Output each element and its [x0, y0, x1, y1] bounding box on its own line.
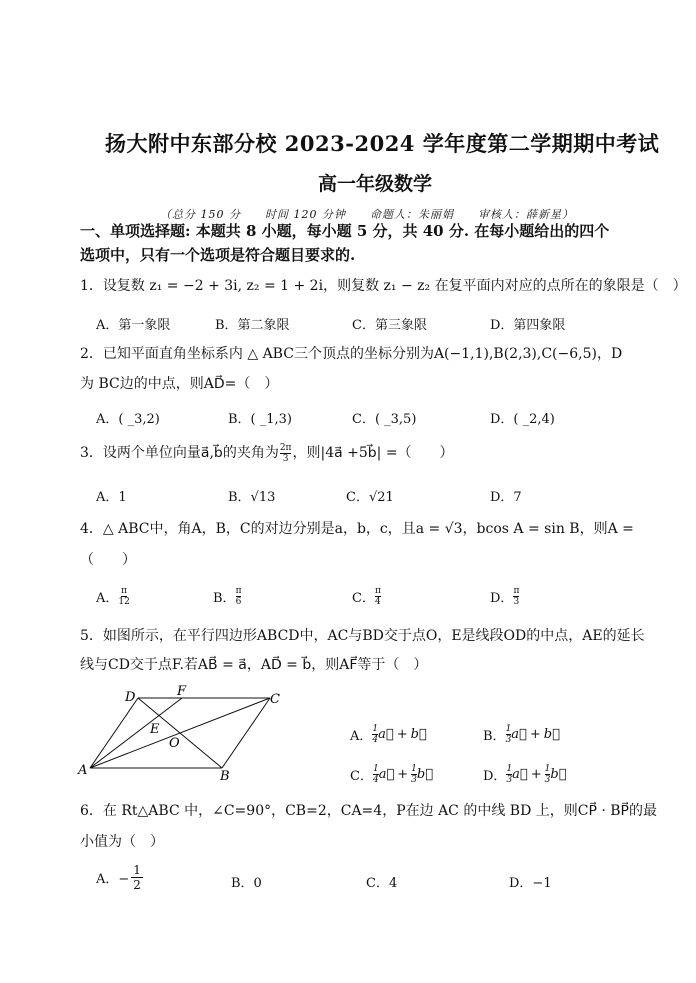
q4-option-a [96, 586, 130, 607]
q5-d-den1: 3 [506, 775, 513, 785]
q1-option-a: A．第一象限 [96, 318, 171, 333]
q5-a-num: 1 [372, 724, 379, 734]
q6-a-den: 2 [133, 878, 141, 892]
q1-option-d: D．第四象限 [490, 318, 566, 333]
q4-option-a-fraction [118, 586, 129, 607]
q3-option-b: B．√13 [228, 490, 276, 505]
q4-option-a-label: A． [96, 591, 119, 606]
question-5-stem-line2: 线与CD交于点F.若AB⃗ = a⃗，AD⃗ = b⃗，则AF⃗等于（ ） [80, 657, 428, 673]
q5-b-label: B． [483, 729, 506, 744]
q4-a-den: 12 [118, 597, 130, 607]
q5-d-den2: 3 [544, 775, 551, 785]
q4-c-den: 4 [375, 597, 381, 607]
section-heading-line2: 选项中，只有一个选项是符合题目要求的. [80, 246, 356, 264]
q3-option-a: A．1 [96, 490, 127, 505]
q6-option-b: B．0 [231, 876, 262, 891]
q3-frac-den: 3 [282, 453, 289, 464]
q5-b-v1: a⃗ [511, 727, 527, 742]
exam-subtitle: 高一年级数学 [318, 173, 433, 195]
question-2-stem-line2: 为 BC边的中点，则AD⃗=（ ） [80, 376, 279, 392]
q2-option-c: C．( _3,5) [352, 412, 417, 427]
q4-option-d [490, 586, 519, 607]
q5-c-label: C． [350, 769, 373, 784]
q6-option-d: D．−1 [509, 876, 552, 891]
label-f: F [177, 684, 187, 699]
q3-fraction [280, 443, 292, 464]
segment-af [90, 698, 182, 768]
q5-b-plus: + [529, 727, 541, 742]
q1-option-c: C．第三象限 [352, 318, 427, 333]
q5-b-den: 3 [505, 735, 512, 745]
q6-a-label: A．− [96, 872, 130, 887]
q4-d-den: 3 [513, 597, 520, 607]
q5-a-plus: + [396, 727, 408, 742]
q3-option-c: C．√21 [346, 490, 394, 505]
q5-d-v2: b⃗ [550, 767, 567, 782]
question-6-stem-line2: 小值为（ ） [80, 834, 164, 850]
q4-option-b-label: B． [213, 591, 236, 606]
question-5-stem-line1: 5．如图所示，在平行四边形ABCD中，AC与BD交于点O，E是线段OD的中点，AE的延长 [80, 628, 645, 644]
q5-d-num2: 1 [544, 764, 551, 774]
q1-option-b: B．第二象限 [215, 318, 290, 333]
q5-c-plus: + [397, 767, 409, 782]
label-d: D [125, 690, 136, 705]
q4-option-b-fraction [236, 586, 242, 607]
label-o: O [169, 736, 180, 751]
q4-b-den: 6 [235, 597, 242, 607]
q4-option-b [213, 586, 241, 607]
q6-a-frac [131, 863, 143, 892]
q2-option-d: D．( _2,4) [490, 412, 555, 427]
q5-option-d [483, 764, 567, 785]
q3-stem-b: ，则|4a⃗ +5b⃗| =（ ） [292, 445, 454, 461]
q4-a-num: π [121, 586, 128, 596]
q5-c-v2: b⃗ [416, 767, 434, 782]
q5-b-v2: b⃗ [543, 727, 560, 742]
question-3-stem [80, 442, 454, 464]
q5-a-den: 4 [372, 735, 379, 745]
q5-d-num1: 1 [506, 764, 513, 774]
q3-frac-num: 2π [279, 442, 292, 453]
q2-option-a: A．( _3,2) [96, 412, 160, 427]
label-e: E [150, 722, 160, 737]
label-c: C [270, 692, 280, 707]
q4-option-d-fraction [513, 586, 519, 607]
question-4-stem-line2: （ ） [80, 552, 136, 568]
label-b: B [220, 769, 230, 784]
q5-b-num: 1 [505, 724, 512, 734]
q5-c-den1: 4 [372, 775, 379, 785]
q5-c-num1: 1 [372, 764, 379, 774]
edge-bc [222, 698, 270, 768]
q5-d-plus: + [530, 767, 542, 782]
q4-d-num: π [513, 586, 520, 596]
exam-title: 扬大附中东部分校 2023-2024 学年度第二学期期中考试 [105, 131, 660, 156]
section-heading-line1: 一、单项选择题: 本题共 8 小题，每小题 5 分，共 40 分. 在每小题给出的四个 [80, 222, 610, 240]
q6-a-num: 1 [133, 863, 141, 877]
q5-d-v1: a⃗ [512, 767, 528, 782]
q5-option-a [350, 724, 427, 745]
q5-option-b [483, 724, 560, 745]
q2-option-b: B．( _1,3) [228, 412, 293, 427]
q6-option-c: C．4 [366, 876, 398, 891]
q5-a-v1: a⃗ [378, 727, 394, 742]
question-1-stem: 1．设复数 z₁ = −2 + 3i, z₂ = 1 + 2i，则复数 z₁ − z₂ 在复平面内对应的点所在的象限是（ ） [80, 278, 687, 294]
q5-c-v1: a⃗ [378, 767, 395, 782]
question-6-stem-line1: 6．在 Rt△ABC 中，∠C=90°，CB=2，CA=4，P在边 AC 的中线 BD 上，则CP⃗ · BP⃗的最 [80, 803, 657, 819]
question-2-stem-line1: 2．已知平面直角坐标系内 △ ABC三个顶点的坐标分别为A(−1,1),B(2,3),C(−6,5)，D [80, 346, 623, 362]
q4-option-d-label: D． [490, 591, 514, 606]
q5-a-v2: b⃗ [410, 727, 427, 742]
q5-d-label: D． [483, 769, 507, 784]
label-a: A [78, 763, 88, 778]
q5-c-den2: 3 [411, 775, 417, 785]
q4-c-num: π [374, 586, 381, 596]
q4-option-c [352, 586, 381, 607]
q3-stem-a: 3．设两个单位向量a⃗,b⃗的夹角为 [80, 445, 279, 461]
q4-option-c-fraction [375, 586, 381, 607]
q5-a-label: A． [350, 729, 373, 744]
exam-info: （总分 150 分 时间 120 分钟 命题人：朱丽娟 审核人：薛新星） [160, 208, 574, 221]
q4-b-num: π [235, 586, 242, 596]
q5-c-num2: 1 [411, 764, 417, 774]
q3-option-d: D．7 [490, 490, 522, 505]
q4-option-c-label: C． [352, 591, 375, 606]
q6-option-a [96, 863, 143, 892]
parallelogram-figure [76, 684, 306, 784]
question-4-stem-line1: 4．△ ABC中，角A，B，C的对边分别是a，b，c，且a = √3，bcos A = sin B，则A = [80, 521, 634, 537]
q5-option-c [350, 764, 433, 785]
edge-da [90, 698, 138, 768]
